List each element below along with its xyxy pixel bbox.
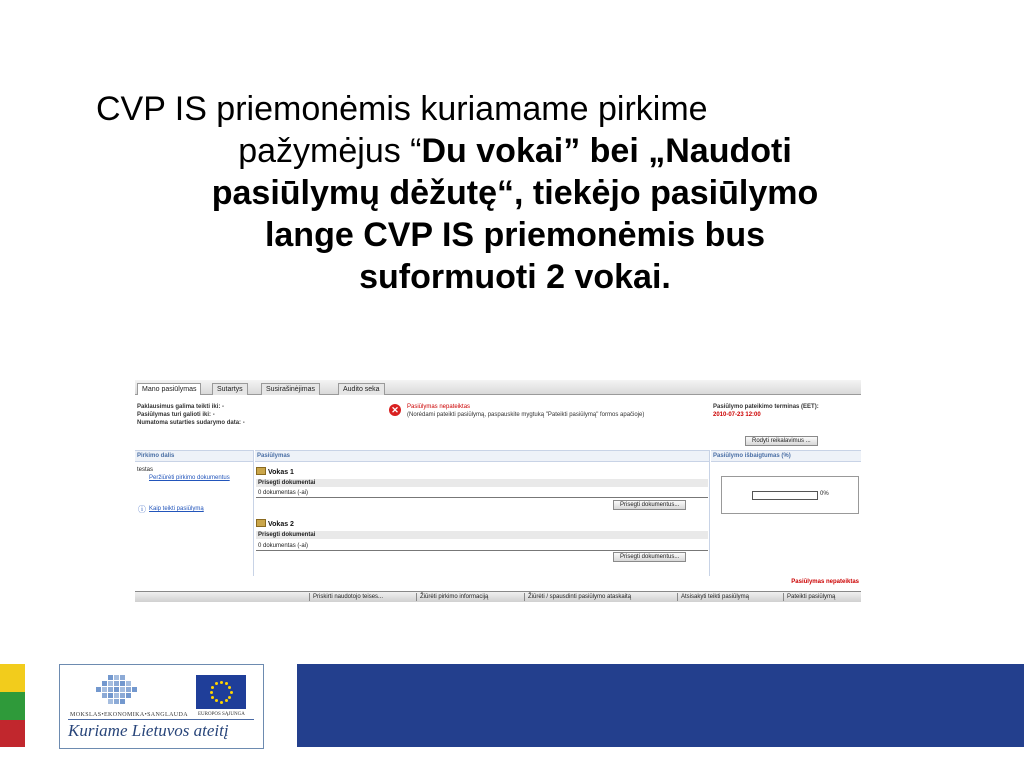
mosaic-tile (120, 681, 125, 686)
tab-my-offer[interactable]: Mano pasiūlymas (137, 383, 201, 395)
eu-star-icon (211, 686, 214, 689)
heading-line-2 (238, 132, 792, 170)
completeness-panel (721, 476, 859, 514)
heading-line-2-normal: pažymėjus “ (238, 132, 422, 170)
offer-status: Pasiūlymas nepateiktas (791, 579, 859, 585)
logo-eu-caption: EUROPOS SĄJUNGA (198, 712, 245, 717)
mosaic-tile (102, 693, 107, 698)
envelope-icon (256, 519, 266, 527)
mosaic-tile (108, 699, 113, 704)
eu-star-icon (220, 701, 223, 704)
mosaic-tile (126, 693, 131, 698)
part-name: testas (137, 467, 154, 473)
eu-star-icon (220, 681, 223, 684)
deadline-value: 2010-07-23 12:00 (713, 412, 761, 418)
column-divider (253, 450, 254, 576)
view-procurement-docs-link[interactable]: Peržiūrėti pirkimo dokumentus (149, 475, 230, 481)
eu-star-icon (215, 699, 218, 702)
envelope-1-title (256, 468, 294, 476)
tab-audit-trail[interactable]: Audito seka (338, 383, 385, 395)
eu-star-icon (230, 691, 233, 694)
offer-info (137, 403, 377, 427)
tab-correspondence[interactable]: Susirašinėjimas (261, 383, 320, 395)
eu-star-icon (211, 696, 214, 699)
cvp-is-offer-window (135, 380, 861, 612)
mosaic-tile (108, 675, 113, 680)
mosaic-tile (96, 687, 101, 692)
mosaic-tile (114, 693, 119, 698)
flag-stripe-yellow (0, 664, 25, 692)
envelope-2-label: Vokas 2 (268, 520, 294, 528)
how-to-submit-link[interactable]: Kaip teikti pasiūlymą (149, 506, 204, 512)
submit-offer-button[interactable]: Pateikti pasiūlymą (783, 593, 838, 601)
mosaic-tile (102, 681, 107, 686)
questions-deadline: Paklausimus galima teikti iki: - (137, 404, 225, 410)
envelope-2-attach-button[interactable]: Prisegti dokumentus... (613, 552, 686, 562)
mosaic-tile (120, 687, 125, 692)
footer-bar (297, 664, 1024, 747)
mosaic-tile (120, 675, 125, 680)
logo-motto: MOKSLAS•EKONOMIKA•SANGLAUDA (70, 712, 189, 718)
envelope-2-attached-header: Prisegti dokumentai (256, 531, 708, 539)
eu-star-icon (210, 691, 213, 694)
column-header-offer: Pasiūlymas (255, 450, 709, 462)
contract-date: Numatoma sutarties sudarymo data: - (137, 420, 245, 426)
mosaic-tile (114, 681, 119, 686)
completeness-progress-bar (752, 491, 818, 500)
mosaic-tile (108, 681, 113, 686)
error-icon: ✕ (389, 404, 401, 416)
mosaic-tile (114, 687, 119, 692)
mosaic-tile (108, 687, 113, 692)
completeness-percent: 0% (820, 491, 829, 497)
envelope-1-label: Vokas 1 (268, 468, 294, 476)
tab-bar (135, 380, 861, 395)
envelope-2-doc-count: 0 dokumentas (-ai) (256, 542, 708, 551)
heading-line-5: suformuoti 2 vokai. (359, 258, 671, 296)
info-icon: ⓘ (138, 505, 146, 514)
valid-until: Pasiūlymas turi galioti iki: - (137, 412, 215, 418)
column-header-completeness: Pasiūlymo išbaigtumas (%) (711, 450, 861, 462)
eu-star-icon (228, 686, 231, 689)
logo-tagline: Kuriame Lietuvos ateitį (68, 721, 229, 740)
mosaic-tile (126, 681, 131, 686)
column-divider (709, 450, 710, 576)
eu-funding-logo (59, 664, 264, 749)
mosaic-tile (126, 687, 131, 692)
logo-divider (68, 719, 254, 720)
eu-star-icon (215, 682, 218, 685)
heading-line-2-bold: Du vokai” bei „Naudoti (421, 132, 792, 170)
mosaic-tile (108, 693, 113, 698)
error-message: (Norėdami pateikti pasiūlymą, paspauskite mygtuką "Pateikti pasiūlymą" formos apačioje) (407, 412, 645, 418)
mosaic-tile (114, 675, 119, 680)
envelope-icon (256, 467, 266, 475)
flag-stripe-green (0, 692, 25, 720)
envelope-1-attach-button[interactable]: Prisegti dokumentus... (613, 500, 686, 510)
deadline-label: Pasiūlymo pateikimo terminas (EET): (713, 404, 819, 410)
heading-line-3: pasiūlymų dėžutę“, tiekėjo pasiūlymo (211, 174, 819, 212)
mosaic-tile (114, 699, 119, 704)
lithuania-mosaic-icon (96, 675, 136, 707)
show-requirements-button[interactable]: Rodyti reikalavimus ... (745, 436, 818, 446)
eu-star-icon (228, 696, 231, 699)
mosaic-tile (132, 687, 137, 692)
eu-flag-icon (196, 675, 246, 709)
slide-heading (60, 88, 970, 298)
eu-star-icon (225, 699, 228, 702)
mosaic-tile (120, 699, 125, 704)
decline-offer-button[interactable]: Atsisakyti teikti pasiūlymą (677, 593, 752, 601)
assign-user-rights-button[interactable]: Priskirti naudotojo teises... (309, 593, 386, 601)
flag-stripe-red (0, 720, 25, 747)
column-header-part: Pirkimo dalis (135, 450, 253, 462)
mosaic-tile (120, 693, 125, 698)
view-procurement-info-button[interactable]: Žiūrėti pirkimo informaciją (416, 593, 491, 601)
error-title: Pasiūlymas nepateiktas (407, 404, 471, 410)
eu-star-icon (225, 682, 228, 685)
tab-contracts[interactable]: Sutartys (212, 383, 248, 395)
envelope-1-attached-header: Prisegti dokumentai (256, 479, 708, 487)
heading-line-1: CVP IS priemonėmis kuriamame pirkime (96, 90, 708, 128)
heading-line-4: lange CVP IS priemonėmis bus (264, 216, 766, 254)
view-print-offer-report-button[interactable]: Žiūrėti / spausdinti pasiūlymo ataskaitą (524, 593, 634, 601)
envelope-1-doc-count: 0 dokumentas (-ai) (256, 489, 708, 498)
envelope-2-title (256, 520, 294, 528)
mosaic-tile (102, 687, 107, 692)
action-bar (135, 591, 861, 602)
